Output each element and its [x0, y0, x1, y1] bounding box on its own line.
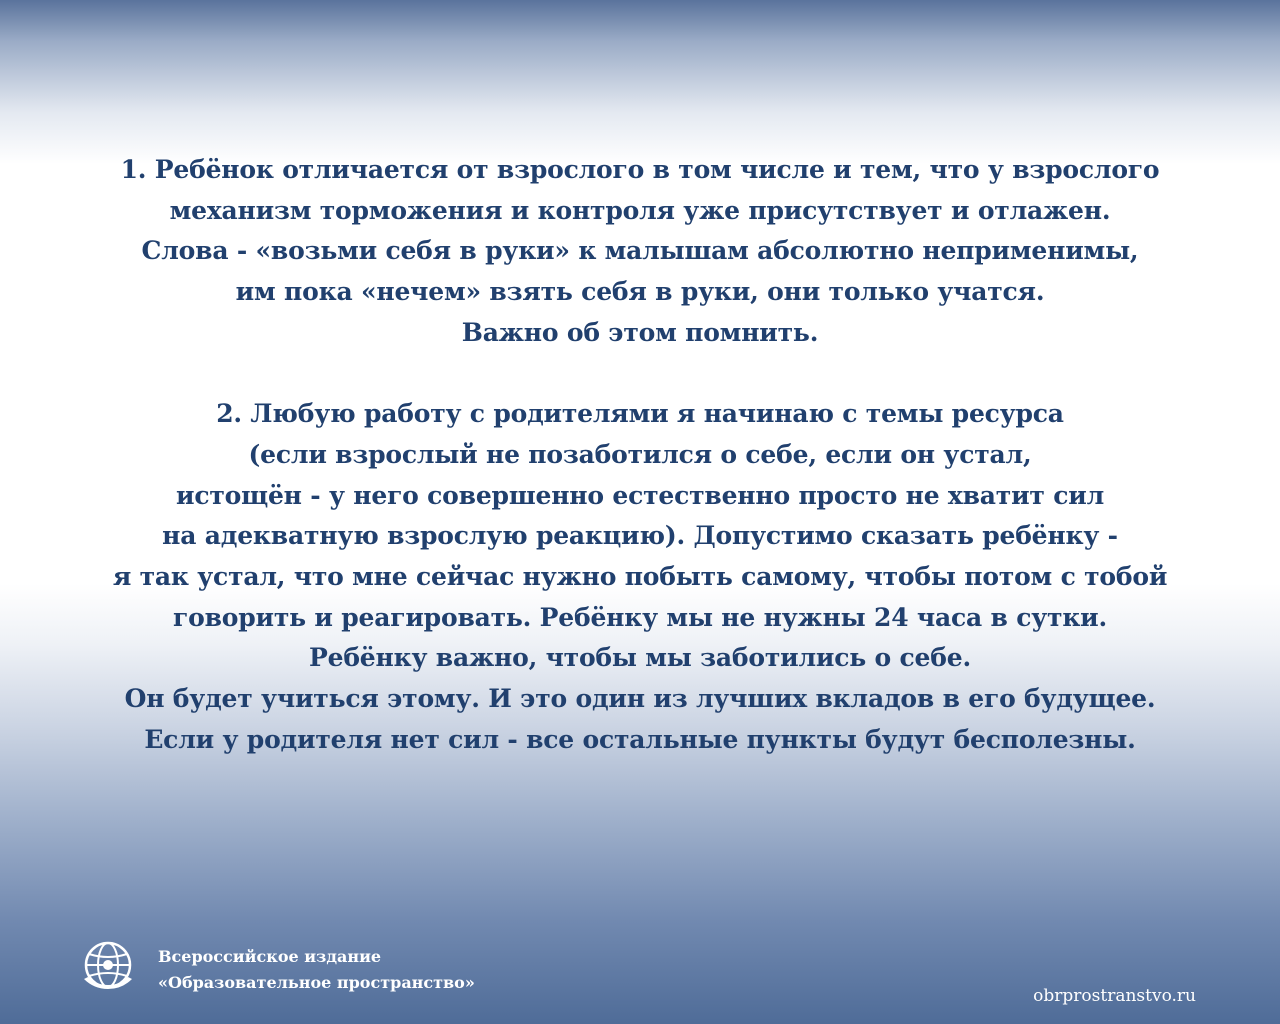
paragraph-1 — [40, 150, 1240, 354]
footer — [0, 884, 1280, 1024]
paragraph-spacer — [40, 354, 1240, 395]
text-line: я так устал, что мне сейчас нужно побыть самому, чтобы потом с тобой — [112, 562, 1168, 592]
main-text — [40, 150, 1240, 761]
publisher-line-2: «Образовательное пространство» — [158, 973, 475, 992]
text-line: (если взрослый не позаботился о себе, если он устал, — [248, 439, 1032, 469]
text-line: им пока «нечем» взять себя в руки, они только учатся. — [235, 277, 1045, 307]
paragraph-2 — [40, 394, 1240, 760]
text-line: Важно об этом помнить. — [461, 317, 819, 347]
text-line: 2. Любую работу с родителями я начинаю с темы ресурса — [216, 399, 1064, 429]
publisher-name — [158, 944, 475, 996]
text-line: на адекватную взрослую реакцию). Допустимо сказать ребёнку - — [162, 521, 1118, 551]
website-link[interactable]: obrprostranstvo.ru — [1033, 986, 1196, 1006]
text-line: Если у родителя нет сил - все остальные пункты будут бесполезны. — [144, 724, 1136, 754]
globe-hands-icon — [80, 939, 136, 995]
text-line: говорить и реагировать. Ребёнку мы не нужны 24 часа в сутки. — [172, 602, 1108, 632]
text-line: 1. Ребёнок отличается от взрослого в том числе и тем, что у взрослого — [120, 155, 1160, 184]
text-line: истощён - у него совершенно естественно просто не хватит сил — [175, 480, 1104, 510]
publisher-line-1: Всероссийское издание — [158, 947, 382, 966]
text-line: механизм торможения и контроля уже присутствует и отлажен. — [169, 195, 1111, 225]
text-line: Ребёнку важно, чтобы мы заботились о себе. — [309, 643, 971, 673]
text-line: Он будет учиться этому. И это один из лучших вкладов в его будущее. — [124, 684, 1156, 714]
text-line: Слова - «возьми себя в руки» к малышам абсолютно неприменимы, — [141, 236, 1139, 266]
